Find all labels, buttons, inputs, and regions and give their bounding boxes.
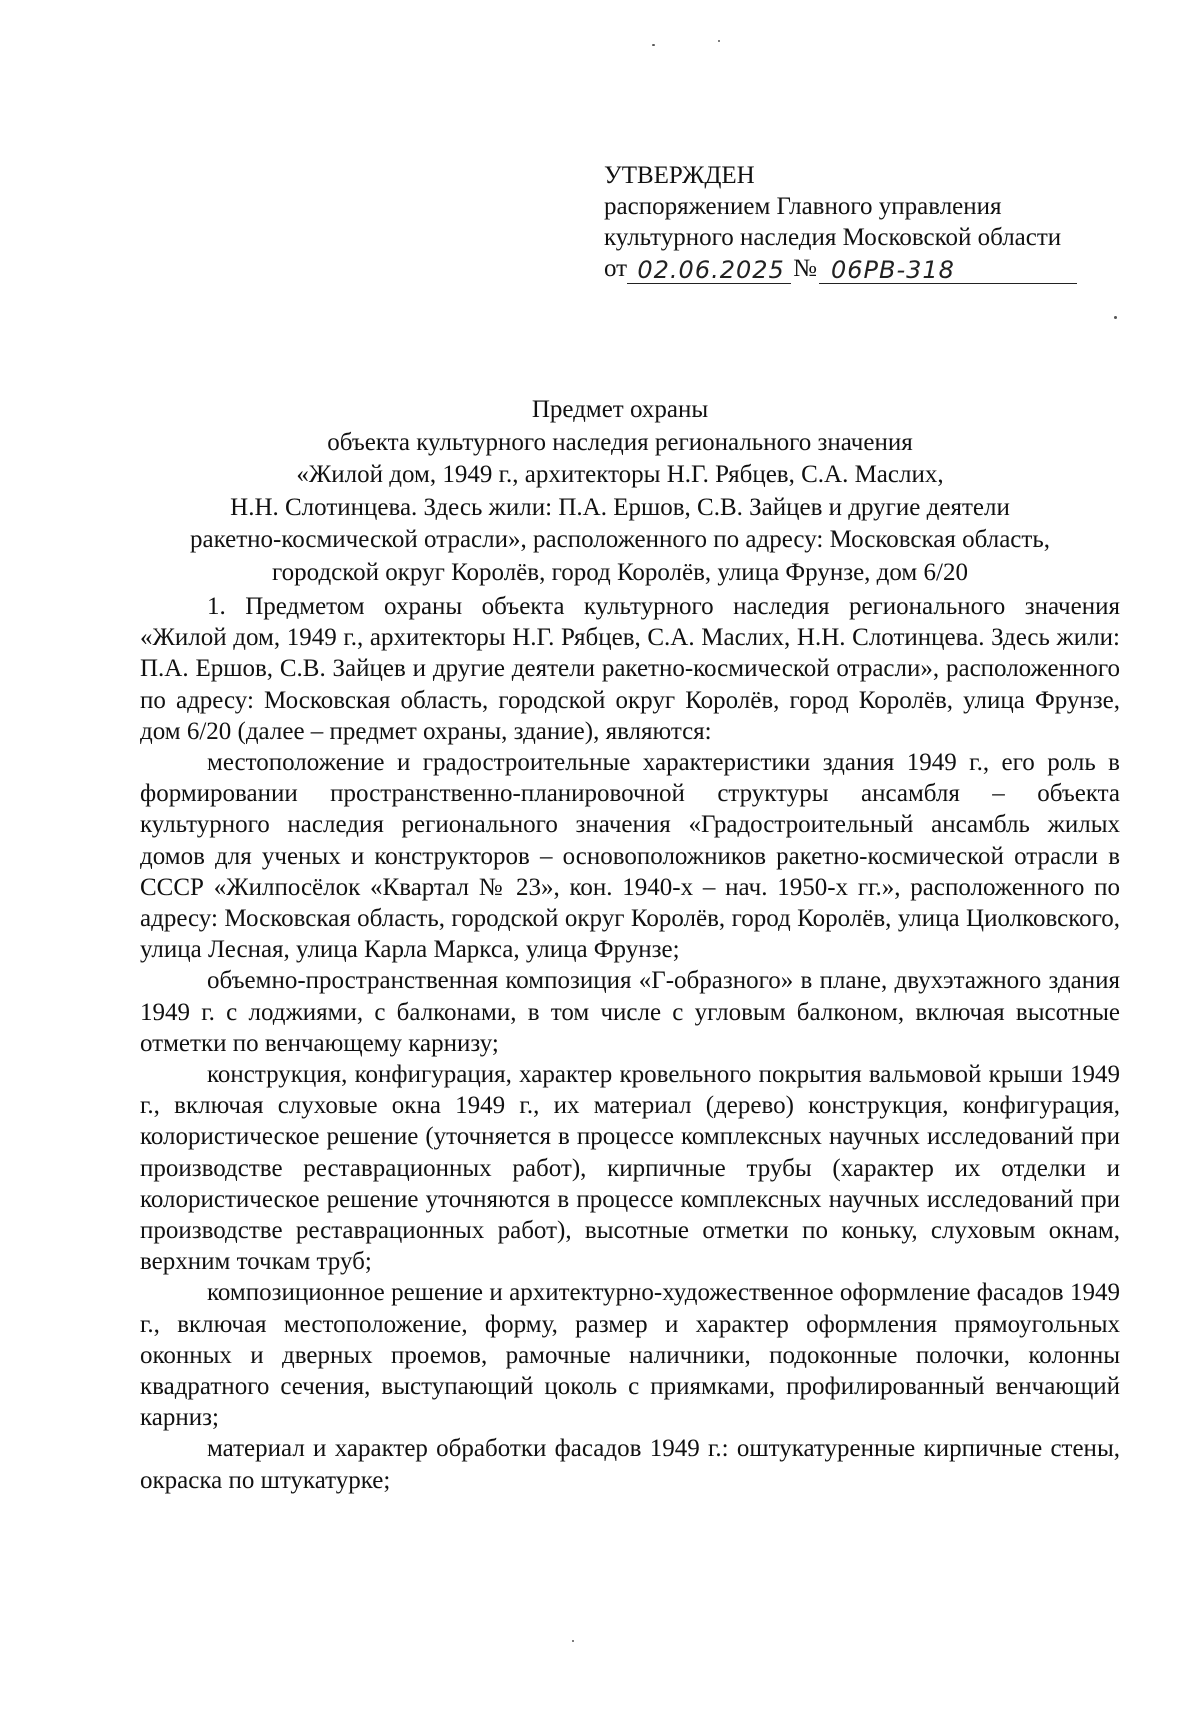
title-line-2: объекта культурного наследия регионального значения — [327, 428, 913, 456]
paragraph-3: объемно-пространственная композиция «Г-образного» в плане, двухэтажного здания 1949 г. с лоджиями, с балконами, в том числе с угловым балконом, включая высотные отметки по венчающему карнизу; — [140, 967, 1120, 1057]
title-line-4: Н.Н. Слотинцева. Здесь жили: П.А. Ершов, С.В. Зайцев и другие деятели — [230, 493, 1010, 521]
number-label: № — [793, 255, 817, 282]
title-line-5: ракетно-космической отрасли», расположенного по адресу: Московская область, — [190, 526, 1050, 553]
paragraph-6: материал и характер обработки фасадов 1949 г.: оштукатуренные кирпичные стены, окраска по штукатурке; — [140, 1435, 1120, 1494]
document-title — [120, 394, 1120, 589]
title-line-3: «Жилой дом, 1949 г., архитекторы Н.Г. Рябцев, С.А. Маслих, — [296, 461, 944, 488]
handwritten-date: 02.06.2025 — [627, 257, 791, 284]
from-label: от — [604, 255, 628, 282]
paragraph-5: композиционное решение и архитектурно-художественное оформление фасадов 1949 г., включая местоположение, форму, размер и характер оформления прямоугольных оконных и дверных проемов, рамочные наличники, подоконные полочки, колонны квадратного сечения, выступающий цоколь с приямками, профилированный венчающий карниз; — [140, 1279, 1120, 1432]
paragraph-2: местоположение и градостроительные характеристики здания 1949 г., его роль в формировании пространственно-планировочной структуры ансамбля – объекта культурного наследия регионального значения «Градостроительный ансамбль жилых домов для ученых и конструкторов – основоположников ракетно-космической отрасли в СССР «Жилпосёлок «Квартал № 23», кон. 1940-х – нач. 1950-х гг.», расположенного по адресу: Московская область, городской округ Королёв, город Королёв, улица Циолковского, улица Лесная, улица Карла Маркса, улица Фрунзе; — [140, 749, 1120, 964]
approval-heading: УТВЕРЖДЕН — [604, 162, 755, 189]
scan-speck — [652, 44, 655, 46]
paragraph-4: конструкция, конфигурация, характер кровельного покрытия вальмовой крыши 1949 г., включая слуховые окна 1949 г., их материал (дерево) конструкция, конфигурация, колористическое решение (уточняется в процессе комплексных научных исследований при производстве реставрационных работ), кирпичные трубы (характер их отделки и колористическое решение уточняются в процессе комплексных научных исследований при производстве реставрационных работ), высотные отметки по коньку, слуховым окнам, верхним точкам труб; — [140, 1061, 1120, 1276]
approval-date-number-line — [604, 253, 1124, 284]
scan-speck — [572, 1640, 574, 1642]
document-body — [140, 591, 1120, 1496]
title-line-1: Предмет охраны — [531, 396, 709, 423]
handwritten-number: 06РВ-318 — [819, 257, 1077, 284]
title-line-6: городской округ Королёв, город Королёв, улица Фрунзе, дом 6/20 — [272, 558, 968, 586]
paragraph-1: 1. Предметом охраны объекта культурного наследия регионального значения «Жилой дом, 1949 г., архитекторы Н.Г. Рябцев, С.А. Маслих, Н.Н. Слотинцева. Здесь жили: П.А. Ершов, С.В. Зайцев и другие деятели ракетно-космической отрасли», расположенного по адресу: Московская область, городской округ Королёв, город Королёв, улица Фрунзе, дом 6/20 (далее – предмет охраны, здание), являются: — [140, 593, 1120, 745]
scan-speck — [1114, 316, 1117, 319]
approval-stamp-block — [604, 160, 1124, 284]
approval-line-1: распоряжением Главного управления — [604, 193, 1002, 220]
scan-speck — [718, 40, 720, 42]
approval-line-2: культурного наследия Московской области — [604, 224, 1062, 251]
